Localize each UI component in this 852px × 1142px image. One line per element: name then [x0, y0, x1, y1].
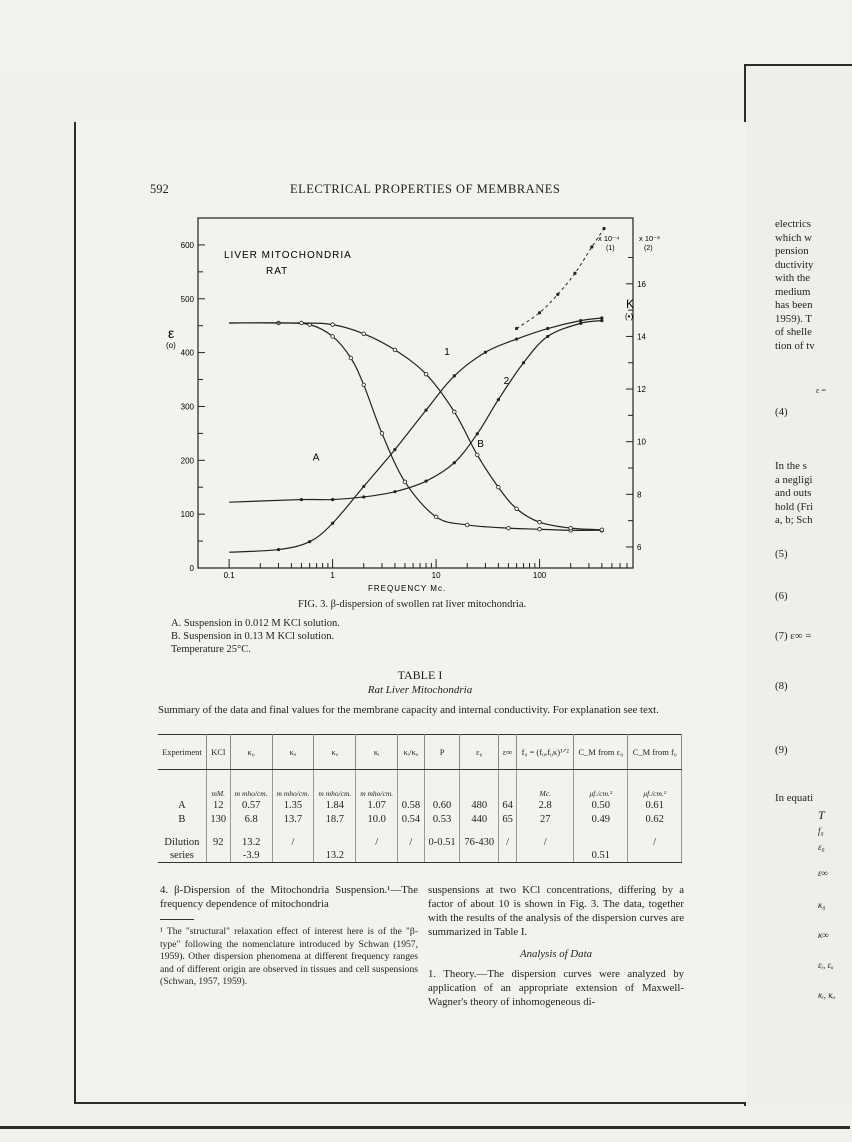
table-cell: 0.49 [574, 812, 628, 826]
point-A [434, 515, 438, 519]
continuation-paragraph: suspensions at two KCl concentrations, differing by a factor of about 10 is shown in Fig. 3. The data, together with the results of the analysis of the dispersion curves are summarized in Table I. [428, 884, 684, 938]
facing-eq-7: (7) ε∞ = [775, 630, 812, 642]
point-2 [424, 480, 427, 483]
facing-symbol-5: κ∞ [818, 930, 829, 940]
left-axis [181, 218, 205, 573]
facing-symbol-4: κ₀ [818, 900, 826, 910]
point-1 [362, 485, 365, 488]
table-cell: Dilution [158, 826, 206, 848]
point-1-extension [590, 245, 593, 248]
table-cell: 440 [460, 812, 499, 826]
point-2 [300, 498, 303, 501]
facing-page-text-1: electrics which w pension ductivity with the medium has been 1959). T of shelle tion of tv [775, 218, 815, 352]
curve-2 [229, 321, 602, 503]
point-A [403, 480, 407, 484]
right-tick-label: 10 [637, 437, 646, 447]
column-header: κₐ [314, 735, 356, 770]
left-axis-label: ε [168, 325, 175, 341]
table-cell: 65 [498, 812, 516, 826]
facing-symbol-6: εᵢ, εₐ [818, 960, 834, 970]
table-cell: / [498, 826, 516, 848]
legend-line-temp: Temperature 25°C. [171, 644, 251, 655]
table-cell [574, 826, 628, 848]
units-row [158, 770, 682, 799]
scale-1: x 10⁻⁴ [598, 234, 620, 243]
left-tick-label: 200 [180, 456, 194, 466]
facing-eq-eps: ε = [816, 386, 826, 395]
table-cell: 0.57 [230, 798, 272, 812]
right-tick-label: 14 [637, 332, 646, 342]
table-cell: A [158, 798, 206, 812]
left-tick-label: 100 [180, 510, 194, 520]
point-1 [546, 327, 549, 330]
unit-cell: m mho/cm. [314, 770, 356, 799]
unit-cell: m mho/cm. [356, 770, 398, 799]
point-2 [476, 432, 479, 435]
table-cell [206, 848, 230, 863]
legend-line-b: B. Suspension in 0.13 M KCl solution. [171, 631, 335, 642]
x-tick-label: 0.1 [223, 571, 235, 580]
table-cell: 1.07 [356, 798, 398, 812]
facing-symbol-2: ε₀ [818, 842, 825, 852]
right-column [428, 883, 684, 1009]
unit-cell [158, 770, 206, 799]
left-tick-label: 300 [180, 402, 194, 412]
table-cell: 480 [460, 798, 499, 812]
legend-line-a: A. Suspension in 0.012 M KCl solution. [171, 618, 340, 629]
unit-cell: μf./cm.² [574, 770, 628, 799]
footnote: ¹ The "structural" relaxation effect of interest here is of the "β-type" following the nomenclature introduced by Schwan (1957, 1959). Other dispersion phenomena at different frequency ranges and of different origin are observed in tissues and cell suspensions (Schwan, 1957, 1959). [160, 926, 418, 987]
left-tick-label: 0 [189, 564, 194, 573]
column-header: C_M from ε₀ [574, 735, 628, 770]
left-column [160, 883, 418, 989]
table-cell: 12 [206, 798, 230, 812]
table-cell: 0-0.51 [424, 826, 460, 848]
point-2 [522, 361, 525, 364]
page-number: 592 [150, 182, 169, 196]
point-1-extension [515, 327, 518, 330]
column-header: κₐ [272, 735, 314, 770]
table-row [158, 798, 682, 812]
point-A [465, 523, 469, 527]
point-2 [393, 490, 396, 493]
x-axis-label: FREQUENCY Mc. [368, 584, 447, 593]
table-cell: 27 [517, 812, 574, 826]
table-cell [628, 848, 682, 863]
unit-cell: m mho/cm. [230, 770, 272, 799]
point-B [569, 526, 573, 530]
point-1-extension [556, 293, 559, 296]
plot-frame [198, 218, 633, 568]
data-table [158, 734, 682, 863]
panel-subtitle: RAT [266, 266, 289, 277]
unit-cell: μf./cm.² [628, 770, 682, 799]
theory-paragraph: 1. Theory.—The dispersion curves were analyzed by application of an appropriate extension of Maxwell-Wagner's theory of inhomogeneous di- [428, 968, 684, 1008]
point-2 [600, 319, 603, 322]
x-tick-label: 1 [330, 571, 335, 580]
table-cell: 1.84 [314, 798, 356, 812]
facing-symbol-3: ε∞ [818, 868, 828, 878]
curve-label-2: 2 [503, 375, 510, 387]
table-row [158, 812, 682, 826]
subheading: Analysis of Data [520, 948, 592, 960]
point-A [362, 383, 366, 387]
point-1 [453, 374, 456, 377]
column-header: ε∞ [498, 735, 516, 770]
point-2 [497, 398, 500, 401]
point-B [300, 321, 304, 325]
point-2 [579, 322, 582, 325]
point-2 [331, 498, 334, 501]
curve-A [229, 323, 602, 531]
figure-legend [171, 617, 340, 656]
column-header: κᵢ [356, 735, 398, 770]
point-A [538, 527, 542, 531]
column-header: Experiment [158, 735, 206, 770]
table-cell: / [517, 826, 574, 848]
curve-B [229, 323, 602, 530]
table-summary: Summary of the data and final values for the membrane capacity and internal conductivity. For explanation see text. [158, 704, 659, 716]
table-cell: 13.7 [272, 812, 314, 826]
curve-label-a: A [312, 452, 320, 464]
table-cell: 18.7 [314, 812, 356, 826]
point-1 [515, 337, 518, 340]
table-cell: 2.8 [517, 798, 574, 812]
curve-1-extension [517, 229, 604, 329]
point-2 [453, 461, 456, 464]
table-cell: 0.53 [424, 812, 460, 826]
table-cell [424, 848, 460, 863]
table-cell [460, 848, 499, 863]
table-cell: / [628, 826, 682, 848]
footnote-rule [160, 919, 194, 920]
column-header: κ₀ [230, 735, 272, 770]
table-cell: 0.58 [398, 798, 425, 812]
point-1 [277, 548, 280, 551]
unit-cell: m mho/cm. [272, 770, 314, 799]
x-tick-label: 100 [532, 571, 547, 580]
table-row [158, 826, 682, 848]
facing-eq-9: (9) [775, 744, 788, 756]
right-axis-sub: (•) [625, 312, 634, 321]
facing-eq-8: (8) [775, 680, 788, 692]
table-cell: B [158, 812, 206, 826]
point-1 [393, 448, 396, 451]
table-cell: 0.62 [628, 812, 682, 826]
scan-background [0, 0, 850, 120]
point-1-extension [573, 272, 576, 275]
table-cell: 0.54 [398, 812, 425, 826]
curve-label-b: B [477, 438, 484, 450]
unit-cell [460, 770, 499, 799]
table-cell: -3.9 [230, 848, 272, 863]
figure-caption: FIG. 3. β-dispersion of swollen rat liver mitochondria. [298, 599, 527, 610]
point-1 [331, 522, 334, 525]
right-axis-label: K [626, 297, 635, 311]
column-header: KCl [206, 735, 230, 770]
right-tick-label: 12 [637, 385, 646, 395]
curve-label-1: 1 [444, 346, 450, 358]
table-cell: 1.35 [272, 798, 314, 812]
facing-symbol-7: κᵢ, κₐ [818, 990, 836, 1000]
unit-cell [424, 770, 460, 799]
point-B [600, 528, 604, 532]
table-cell: 10.0 [356, 812, 398, 826]
point-B [393, 348, 397, 352]
left-tick-label: 500 [180, 294, 194, 304]
point-1 [484, 351, 487, 354]
table-cell: 0.51 [574, 848, 628, 863]
section-4-paragraph: 4. β-Dispersion of the Mitochondria Suspension.¹—The frequency dependence of mitochondria [160, 884, 418, 910]
point-1-extension [602, 227, 605, 230]
table-cell: 0.60 [424, 798, 460, 812]
point-B [453, 410, 457, 414]
left-tick-label: 600 [180, 240, 194, 250]
point-A [349, 356, 353, 360]
table-cell [398, 848, 425, 863]
point-B [538, 520, 542, 524]
left-axis-sub: (o) [166, 341, 176, 350]
point-A [331, 335, 335, 339]
x-tick-label: 10 [431, 571, 441, 580]
facing-eq-5: (5) [775, 548, 788, 560]
point-A [507, 526, 511, 530]
column-header: P [424, 735, 460, 770]
column-header: κᵢ/κₐ [398, 735, 425, 770]
column-header: f₀ = (f₀ₑf₀κ)¹ᐟ² [517, 735, 574, 770]
table-cell [272, 848, 314, 863]
facing-eq-4: (4) [775, 406, 788, 418]
right-tick-label: 8 [637, 490, 642, 500]
unit-cell: mM. [206, 770, 230, 799]
table-cell: 13.2 [230, 826, 272, 848]
unit-cell [498, 770, 516, 799]
facing-symbol-1: f₀ [818, 826, 824, 836]
table-cell: / [398, 826, 425, 848]
right-tick-label: 6 [637, 542, 642, 552]
table-cell: 130 [206, 812, 230, 826]
table-cell [314, 826, 356, 848]
table-title: TABLE I [397, 668, 443, 682]
point-1 [308, 540, 311, 543]
table-cell: 0.61 [628, 798, 682, 812]
dispersion-chart [150, 208, 660, 600]
table-cell [517, 848, 574, 863]
point-B [475, 453, 479, 457]
facing-symbol-0: T [818, 808, 825, 822]
right-tick-label: 16 [637, 279, 646, 289]
column-header: C_M from f₀ [628, 735, 682, 770]
table-cell: / [356, 826, 398, 848]
point-B [362, 332, 366, 336]
table-cell: series [158, 848, 206, 863]
running-title: ELECTRICAL PROPERTIES OF MEMBRANES [290, 182, 561, 196]
point-B [424, 372, 428, 376]
table-cell: 76-430 [460, 826, 499, 848]
facing-in-equation: In equati [775, 792, 814, 804]
page-edge-line [0, 1126, 850, 1129]
table-subtitle: Rat Liver Mitochondria [367, 684, 473, 696]
point-B [497, 485, 501, 489]
point-2 [546, 335, 549, 338]
table-cell: 13.2 [314, 848, 356, 863]
point-B [331, 323, 335, 327]
unit-cell [398, 770, 425, 799]
table-cell: 6.8 [230, 812, 272, 826]
facing-page-text-2: In the s a negligi and outs hold (Fri a, b; Sch [775, 460, 814, 526]
scale-2: x 10⁻³ [639, 234, 660, 243]
x-axis [224, 559, 633, 580]
table-cell: 92 [206, 826, 230, 848]
table-header-row [158, 735, 682, 770]
table-cell: 64 [498, 798, 516, 812]
table-cell: / [272, 826, 314, 848]
point-A [380, 432, 384, 436]
column-header: ε₀ [460, 735, 499, 770]
scale-1-sub: (1) [606, 245, 615, 252]
left-tick-label: 400 [180, 348, 194, 358]
table-cell [498, 848, 516, 863]
table-cell [356, 848, 398, 863]
facing-eq-6: (6) [775, 590, 788, 602]
panel-title: LIVER MITOCHONDRIA [224, 250, 352, 261]
point-B [515, 507, 519, 511]
table-row [158, 848, 682, 863]
point-2 [362, 495, 365, 498]
unit-cell: Mc. [517, 770, 574, 799]
table-cell: 0.50 [574, 798, 628, 812]
point-1 [424, 409, 427, 412]
point-1-extension [538, 311, 541, 314]
scale-2-sub: (2) [644, 245, 653, 252]
curve-1 [229, 318, 602, 552]
